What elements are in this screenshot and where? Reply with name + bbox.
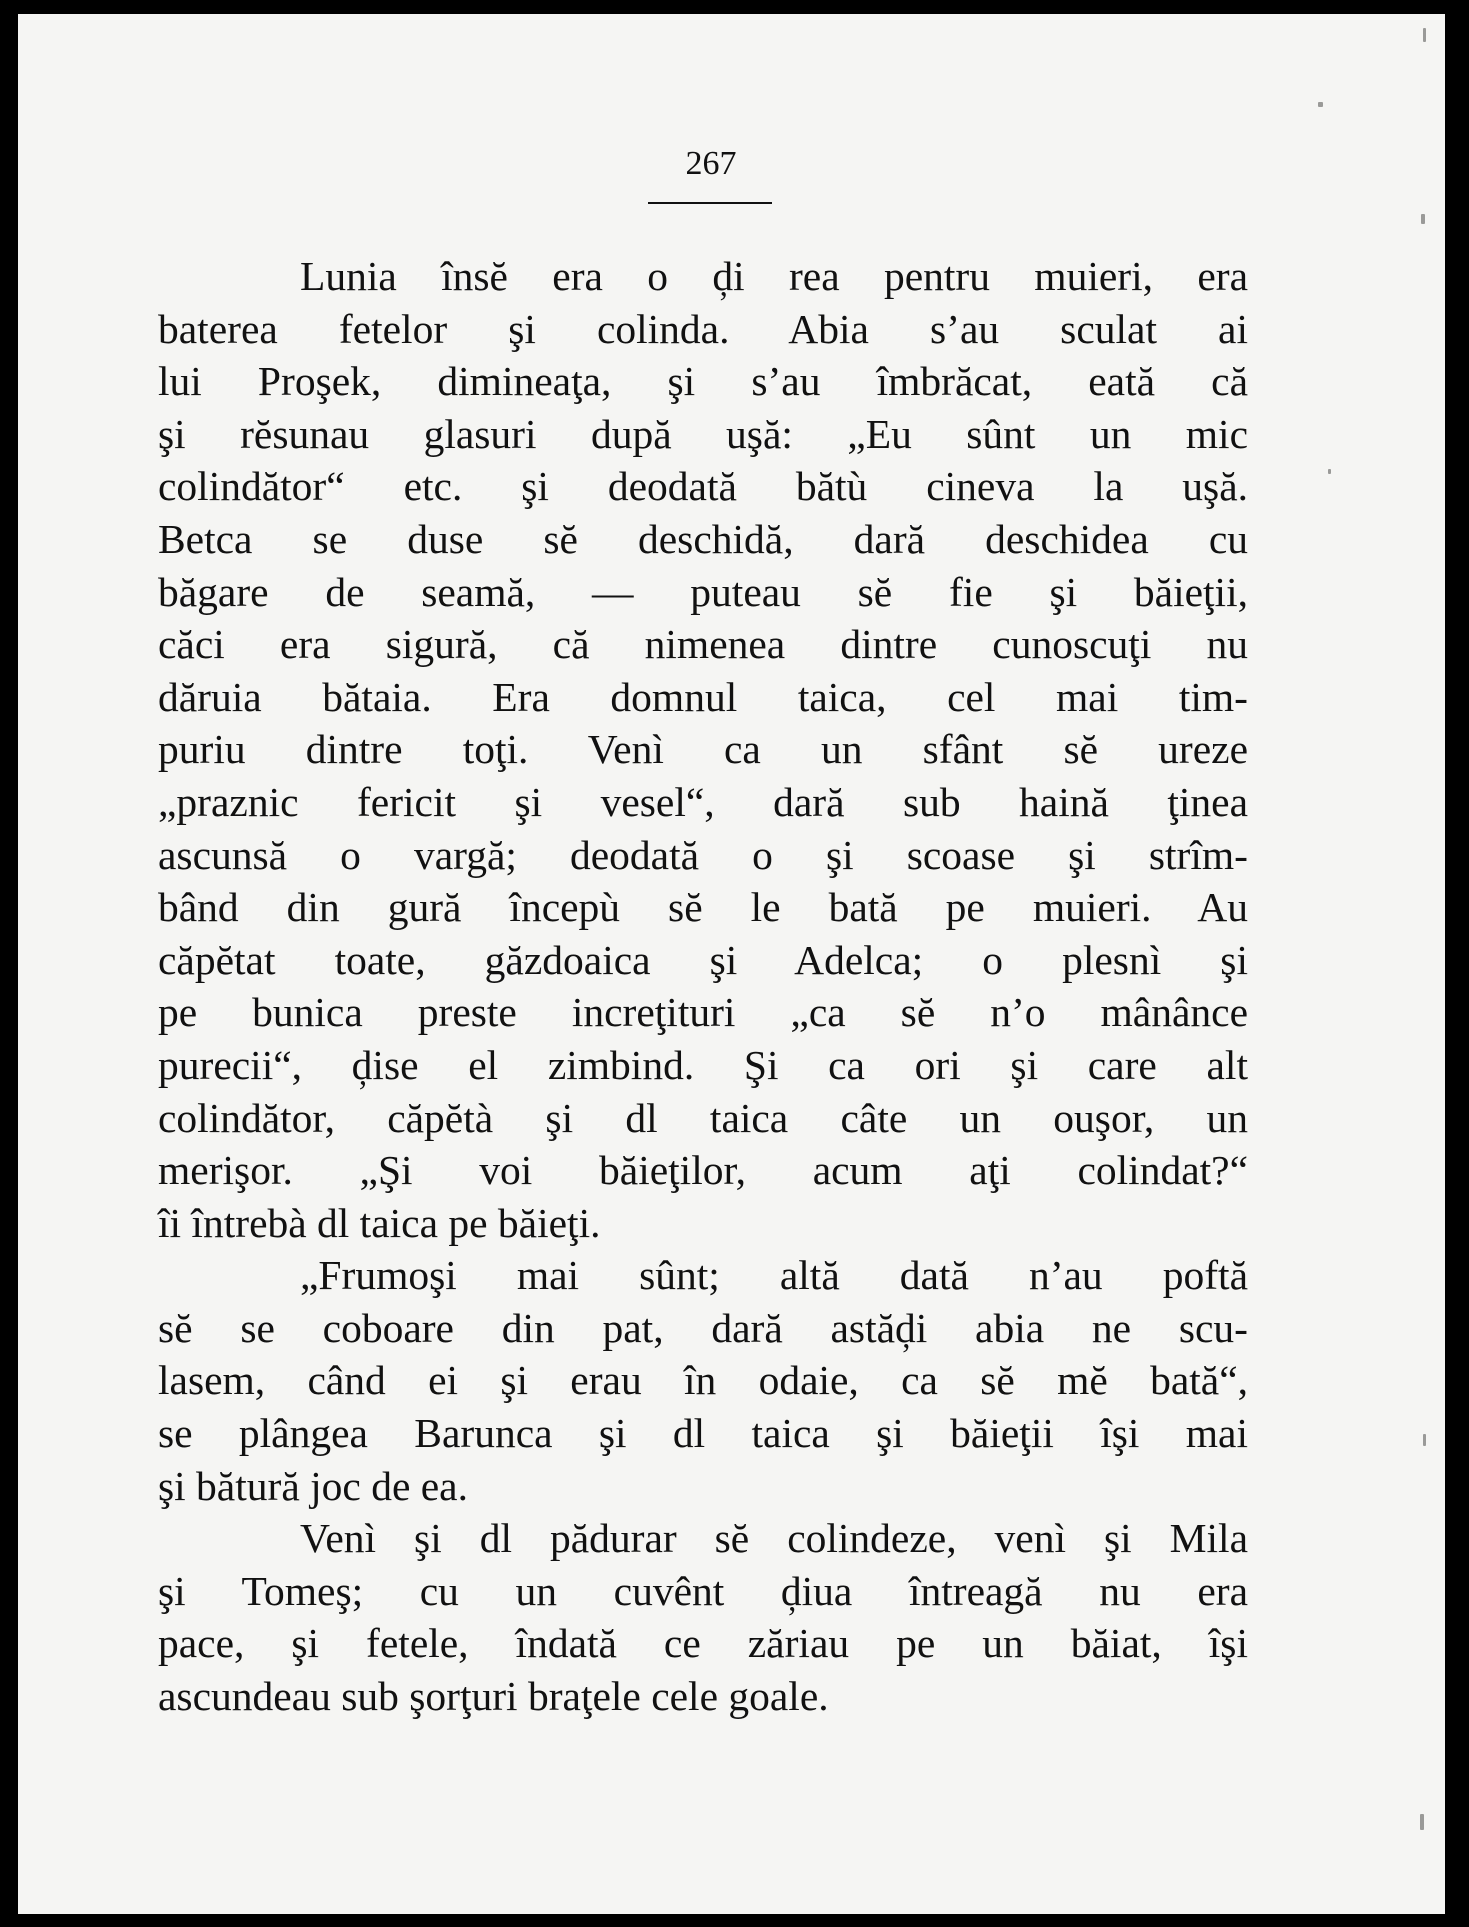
text-line: şi bătură joc de ea.	[158, 1462, 468, 1509]
text-line: bând din gură începù sĕ le bată pe muieri. Au	[158, 884, 1248, 931]
text-line: ascunsă o vargă; deodată o şi scoase şi strîm-	[158, 831, 1248, 878]
text-line: pe bunica preste increţituri „ca sĕ n’o mânânce	[158, 989, 1248, 1036]
text-line: şi rĕsunau glasuri după uşă: „Eu sûnt un mic	[158, 410, 1248, 457]
page-number: 267	[685, 145, 737, 182]
text-line: „Frumoşi mai sûnt; altă dată n’au poftă	[300, 1252, 1248, 1299]
text-line: colindător“ etc. şi deodată bătù cineva la uşă.	[158, 463, 1248, 510]
page-number-rule	[648, 202, 772, 204]
text-line: puriu dintre toţi. Venì ca un sfânt sĕ ureze	[158, 726, 1248, 773]
text-line: băgare de seamă, — puteau sĕ fie şi băieţii,	[158, 568, 1248, 615]
text-line: dăruia bătaia. Era domnul taica, cel mai tim-	[158, 673, 1248, 720]
text-line: baterea fetelor şi colinda. Abia s’au sculat ai	[158, 305, 1248, 352]
text-line: şi Tomeş; cu un cuvênt ḑiua întreagă nu era	[158, 1567, 1248, 1614]
text-line: „praznic fericit şi vesel“, dară sub haină ţinea	[158, 778, 1248, 825]
text-line: Betca se duse sĕ deschidă, dară deschidea cu	[158, 515, 1248, 562]
text-line: purecii“, ḑise el zimbind. Şi ca ori şi care alt	[158, 1041, 1248, 1088]
text-line: sĕ se coboare din pat, dară astăḑi abia ne scu-	[158, 1304, 1248, 1351]
text-line: căpĕtat toate, găzdoaica şi Adelca; o plesnì şi	[158, 936, 1248, 983]
text-line: pace, şi fetele, îndată ce zăriau pe un băiat, îşi	[158, 1620, 1248, 1667]
text-line: căci era sigură, că nimenea dintre cunoscuţi nu	[158, 621, 1248, 668]
text-line: lasem, când ei şi erau în odaie, ca sĕ mĕ bată“,	[158, 1357, 1248, 1404]
scan-speck	[1318, 102, 1323, 107]
scan-speck	[1423, 28, 1426, 42]
text-line: se plângea Barunca şi dl taica şi băieţii îşi mai	[158, 1410, 1248, 1457]
text-line: merişor. „Şi voi băieţilor, acum aţi colindat?“	[158, 1147, 1248, 1194]
book-page	[18, 14, 1445, 1914]
body-text	[158, 250, 1248, 1723]
scan-speck	[1423, 1434, 1426, 1446]
scan-speck	[1421, 214, 1425, 224]
text-line: Lunia însĕ era o ḑi rea pentru muieri, era	[300, 253, 1248, 299]
scan-speck	[1420, 1814, 1424, 1830]
text-line: ascundeau sub şorţuri braţele cele goale.	[158, 1673, 829, 1720]
text-line: colindător, căpĕtà şi dl taica câte un ouşor, un	[158, 1094, 1248, 1141]
scan-speck	[1328, 469, 1331, 474]
text-line: lui Proşek, dimineaţa, şi s’au îmbrăcat, eată că	[158, 358, 1248, 405]
text-line: Venì şi dl pădurar sĕ colindeze, venì şi Mila	[300, 1515, 1248, 1562]
text-line: îi întrebà dl taica pe băieţi.	[158, 1199, 601, 1246]
